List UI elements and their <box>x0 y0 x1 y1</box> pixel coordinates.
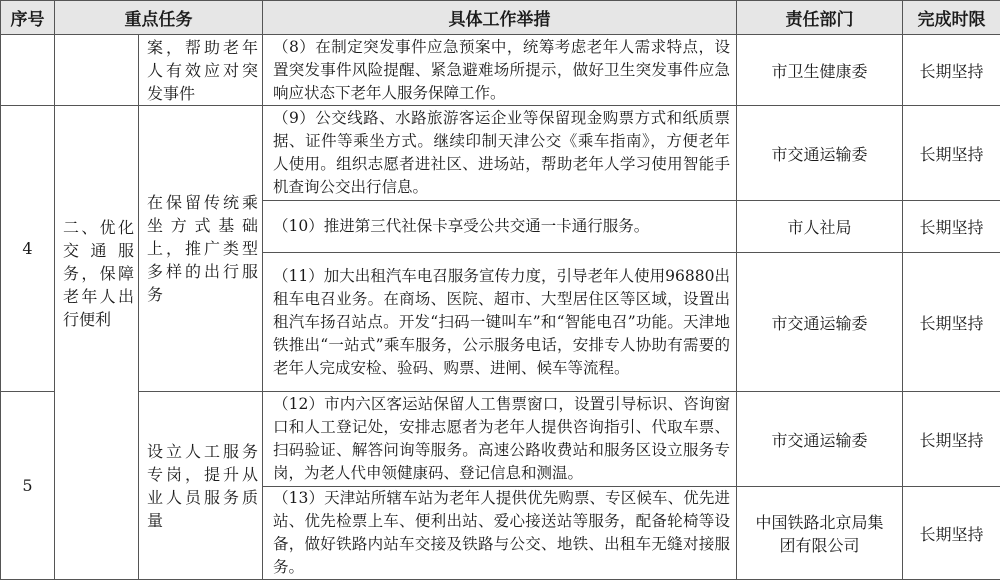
task-cell <box>55 106 139 580</box>
measure-cell: （12）市内六区客运站保留人工售票窗口，设置引导标识、咨询窗口和人工登记处，安排志愿者为老年人提供咨询指引、代取车票、扫码验证、解答问询等服务。高速公路收费站和服务区设立服务专岗，为老人代申领健康码、登记信息和测温。 <box>263 392 737 487</box>
dept-cell: 市交通运输委 <box>737 253 903 392</box>
deadline-cell: 长期坚持 <box>903 487 1000 580</box>
header-task: 重点任务 <box>55 1 263 35</box>
deadline-cell: 长期坚持 <box>903 106 1000 201</box>
header-dept: 责任部门 <box>737 1 903 35</box>
task-text: 二、优化交通服务，保障老年人出行便利 <box>63 106 134 331</box>
measure-cell: （13）天津站所辖车站为老年人提供优先购票、专区候车、优先进站、优先检票上车、便利出站、爱心接送站等服务，配备轮椅等设备，做好铁路内站车交接及铁路与公交、地铁、出租车无缝对接服务。 <box>263 487 737 580</box>
table-row <box>1 392 1000 487</box>
dept-cell: 市交通运输委 <box>737 392 903 487</box>
measure-cell: （9）公交线路、水路旅游客运企业等保留现金购票方式和纸质票据、证件等乘坐方式。继续印制天津公交《乘车指南》，方便老年人使用。组织志愿者进社区、进场站，帮助老年人学习使用智能手机查询公交出行信息。 <box>263 106 737 201</box>
dept-cell: 市交通运输委 <box>737 106 903 201</box>
seq-cell: 4 <box>1 106 55 392</box>
dept-cell: 市人社局 <box>737 201 903 253</box>
dept-cell: 中国铁路北京局集团有限公司 <box>737 487 903 580</box>
header-measure: 具体工作举措 <box>263 1 737 35</box>
header-row <box>1 1 1000 35</box>
header-deadline: 完成时限 <box>903 1 1000 35</box>
seq-cell: 5 <box>1 392 55 580</box>
subtask-cell: 在保留传统乘坐方式基础上，推广类型多样的出行服务 <box>139 106 263 392</box>
table-row <box>1 106 1000 201</box>
header-seq: 序号 <box>1 1 55 35</box>
table-row <box>1 35 1000 106</box>
deadline-cell: 长期坚持 <box>903 35 1000 106</box>
deadline-cell: 长期坚持 <box>903 392 1000 487</box>
dept-cell: 市卫生健康委 <box>737 35 903 106</box>
measure-cell: （8）在制定突发事件应急预案中，统筹考虑老年人需求特点，设置突发事件风险提醒、紧急避难场所提示，做好卫生突发事件应急响应状态下老年人服务保障工作。 <box>263 35 737 106</box>
seq-cell <box>1 35 55 106</box>
task-cell <box>55 35 139 106</box>
deadline-cell: 长期坚持 <box>903 201 1000 253</box>
measure-cell: （11）加大出租汽车电召服务宣传力度，引导老年人使用96880出租车电召业务。在商场、医院、超市、大型居住区等区域，设置出租汽车扬召站点。开发“扫码一键叫车”和“智能电召”功能。天津地铁推出“一站式”乘车服务，公示服务电话，安排专人协助有需要的老年人完成安检、验码、购票、进闸、候车等流程。 <box>263 253 737 392</box>
deadline-cell: 长期坚持 <box>903 253 1000 392</box>
measure-cell: （10）推进第三代社保卡享受公共交通一卡通行服务。 <box>263 201 737 253</box>
subtask-cell: 设立人工服务专岗，提升从业人员服务质量 <box>139 392 263 580</box>
subtask-cell: 案，帮助老年人有效应对突发事件 <box>139 35 263 106</box>
